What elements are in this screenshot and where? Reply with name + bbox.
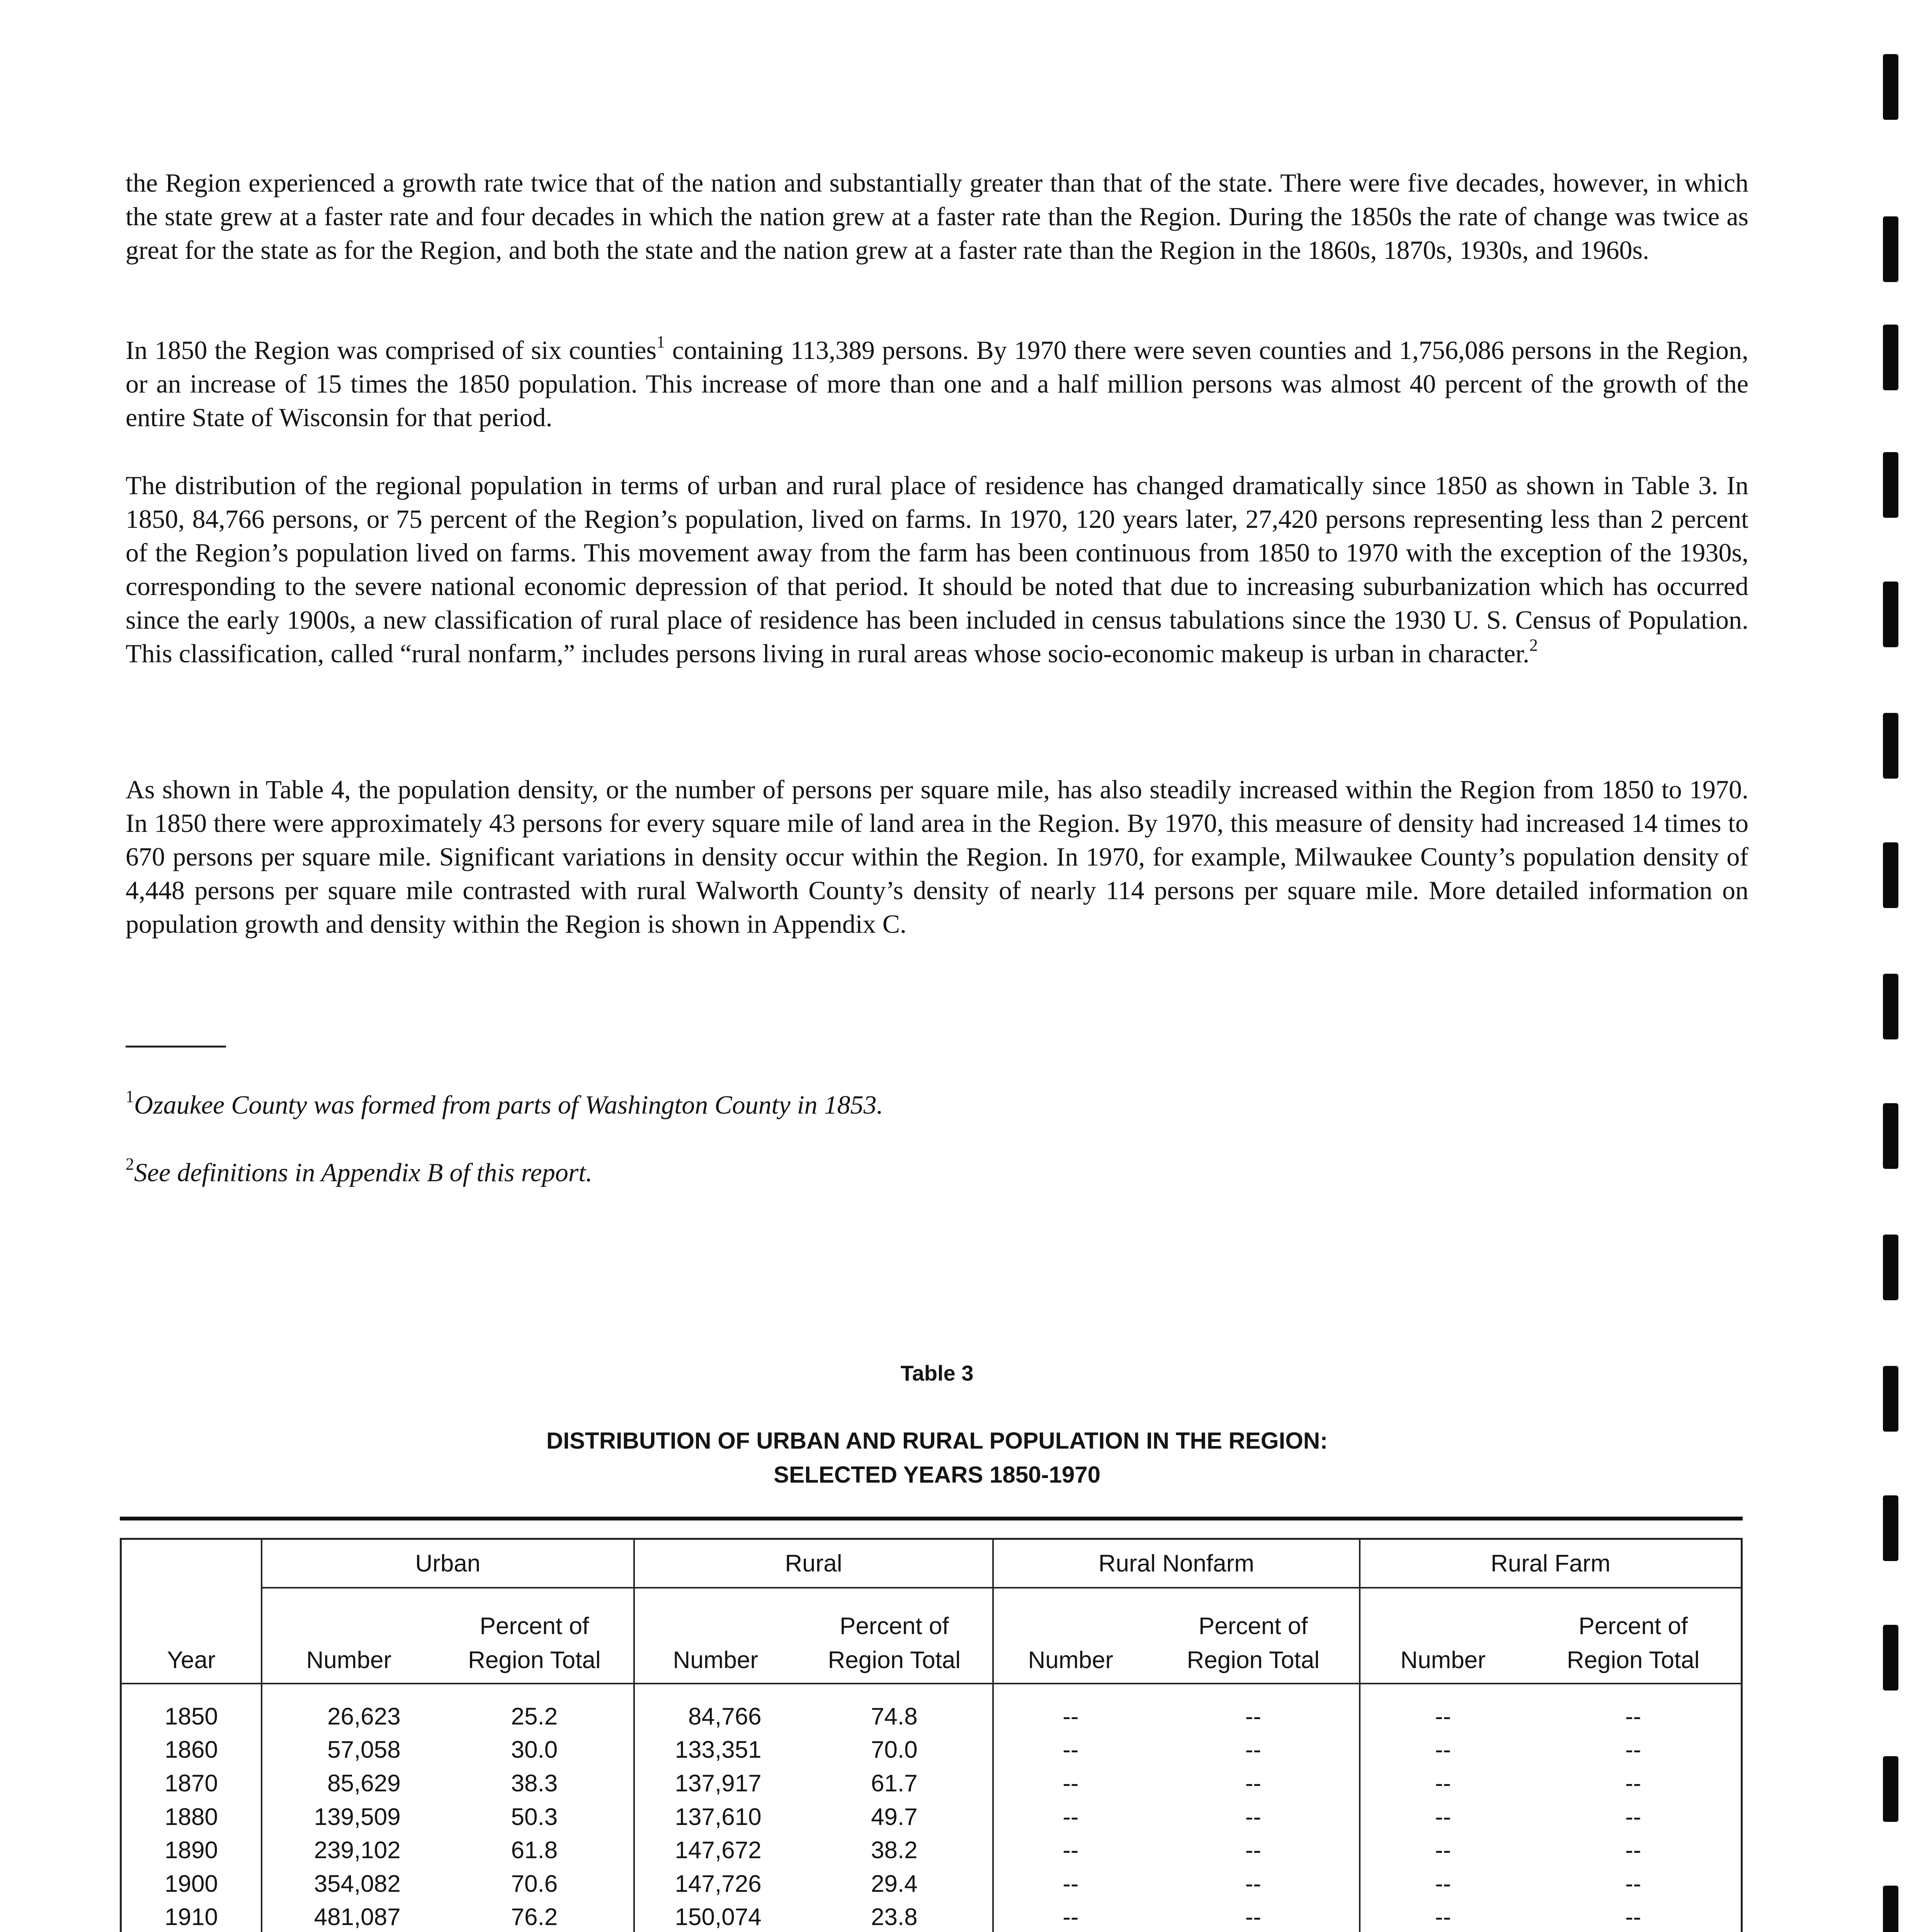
rural-header: Rural [634,1539,993,1588]
binding-mark [1883,1103,1898,1169]
number-column-header: Number [262,1588,435,1684]
percent-header-line-1: Percent of [480,1613,589,1639]
footnote-1-text: Ozaukee County was formed from parts of Washington County in 1853. [134,1090,883,1119]
year-cell [121,1833,262,1867]
nonfarm-pct-cell: -- [1245,1736,1261,1764]
percent-header-line-1: Percent of [839,1613,949,1639]
binding-mark [1883,974,1898,1039]
footnote-1 [126,1087,1748,1120]
percent-header-line-2: Region Total [828,1647,961,1673]
table-sub-header-row [121,1588,1742,1684]
table-row [121,1800,1742,1834]
farm-pct-cell: -- [1625,1803,1641,1830]
percent-header-line-1: Percent of [1578,1613,1688,1639]
percent-header-line-2: Region Total [1187,1647,1320,1673]
percent-column-header [1526,1588,1742,1684]
binding-mark [1883,1235,1898,1300]
year-value: 1850 [165,1703,218,1730]
urban-header: Urban [262,1539,634,1588]
year-value: 1880 [165,1803,218,1830]
percent-column-header [796,1588,993,1684]
binding-mark [1883,582,1898,647]
table-row [121,1684,1742,1733]
farm-num-cell: -- [1360,1867,1526,1901]
percent-header-line-1: Percent of [1198,1613,1308,1639]
nonfarm-num-cell: -- [993,1684,1148,1733]
binding-mark [1883,842,1898,908]
paragraph-2 [126,333,1748,434]
urban-pct-cell: 50.3 [511,1803,558,1830]
paragraph-2-body: 1,756,086 persons in the Region, or an increase of 15 times the 1850 population. This increase of more than one and a half million persons was almost 40 percent of the growth of the entire State of Wisconsin for that period. [126,335,1748,432]
rural-pct-cell: 49.7 [871,1803,918,1830]
table-body [121,1684,1742,1932]
farm-num-cell: -- [1360,1800,1526,1834]
nonfarm-pct-cell: -- [1245,1770,1261,1797]
rural-num-cell: 150,074 [634,1901,796,1932]
year-cell [121,1800,262,1834]
nonfarm-num-cell: -- [993,1833,1148,1867]
table-title-line-1: DISTRIBUTION OF URBAN AND RURAL POPULATION IN THE REGION: [546,1428,1328,1454]
farm-num-cell: -- [1360,1833,1526,1867]
binding-mark [1883,325,1898,390]
rural-num-cell: 84,766 [634,1684,796,1733]
year-value: 1900 [165,1870,218,1897]
table-row [121,1901,1742,1932]
rural-pct-cell: 61.7 [871,1770,918,1797]
urban-pct-cell: 30.0 [511,1736,558,1764]
rural-num-cell: 137,610 [634,1800,796,1834]
rural-nonfarm-header: Rural Nonfarm [993,1539,1360,1588]
binding-mark [1883,1366,1898,1432]
rural-pct-cell: 23.8 [871,1904,918,1931]
number-column-header: Number [1360,1588,1526,1684]
rural-num-cell: 137,917 [634,1767,796,1800]
nonfarm-pct-cell: -- [1245,1904,1261,1931]
urban-pct-cell: 25.2 [511,1703,558,1730]
urban-pct-cell: 70.6 [511,1870,558,1897]
year-cell [121,1684,262,1733]
farm-num-cell: -- [1360,1767,1526,1800]
year-cell [121,1767,262,1800]
rural-pct-cell: 29.4 [871,1870,918,1897]
year-value: 1860 [165,1736,218,1764]
farm-pct-cell: -- [1625,1904,1641,1931]
farm-pct-cell: -- [1625,1736,1641,1764]
footnote-2 [126,1157,1748,1188]
number-column-header: Number [634,1588,796,1684]
farm-num-cell: -- [1360,1901,1526,1932]
urban-num-cell: 139,509 [262,1800,435,1834]
percent-header-line-2: Region Total [468,1647,601,1673]
binding-mark [1883,1495,1898,1561]
year-cell [121,1733,262,1767]
table-row [121,1867,1742,1901]
urban-num-cell: 239,102 [262,1833,435,1867]
year-cell [121,1901,262,1932]
footnote-ref-2: 2 [1529,636,1538,655]
rural-farm-header: Rural Farm [1360,1539,1742,1588]
binding-mark [1883,216,1898,282]
population-table [120,1538,1743,1932]
farm-num-cell: -- [1360,1684,1526,1733]
urban-num-cell: 85,629 [262,1767,435,1800]
nonfarm-pct-cell: -- [1245,1803,1261,1830]
rural-pct-cell: 70.0 [871,1736,918,1764]
footnote-2-text: See definitions in Appendix B of this report. [134,1158,593,1187]
nonfarm-num-cell: -- [993,1733,1148,1767]
farm-pct-cell: -- [1625,1703,1641,1730]
footnote-2-mark: 2 [126,1155,134,1173]
urban-pct-cell: 38.3 [511,1770,558,1797]
nonfarm-pct-cell: -- [1245,1870,1261,1897]
footnote-divider [126,1046,226,1048]
percent-column-header [435,1588,634,1684]
urban-num-cell: 26,623 [262,1684,435,1733]
farm-pct-cell: -- [1625,1770,1641,1797]
percent-header-line-2: Region Total [1566,1647,1700,1673]
table-title-line-2: SELECTED YEARS 1850-1970 [774,1462,1100,1488]
table-row [121,1767,1742,1800]
binding-mark [1883,713,1898,779]
farm-pct-cell: -- [1625,1870,1641,1897]
binding-mark [1883,1625,1898,1690]
table-label: Table 3 [900,1361,974,1385]
urban-num-cell: 354,082 [262,1867,435,1901]
nonfarm-num-cell: -- [993,1767,1148,1800]
nonfarm-num-cell: -- [993,1867,1148,1901]
percent-column-header [1148,1588,1360,1684]
footnote-ref-1: 1 [656,332,665,351]
urban-num-cell: 57,058 [262,1733,435,1767]
paragraph-3 [126,469,1748,670]
year-cell [121,1867,262,1901]
paragraph-2-lead-rest: containing 113,389 persons. By 1970 there were seven counties and [665,335,1392,365]
binding-mark [1883,54,1898,120]
year-value: 1890 [165,1837,218,1864]
paragraph-1: the Region experienced a growth rate twice that of the nation and substantially greater than that of the state. There were five decades, however, in which the state grew at a faster rate and four decades in which the nation grew at a faster rate than the Region. During the 1850s the rate of change was twice as great for the state as for the Region, and both the state and the nation grew at a faster rate than the Region in the 1860s, 1870s, 1930s, and 1960s. [126,168,1748,265]
nonfarm-num-cell: -- [993,1800,1148,1834]
table-top-rule [120,1517,1743,1520]
nonfarm-pct-cell: -- [1245,1837,1261,1864]
paragraph-4: As shown in Table 4, the population density, or the number of persons per square mile, has also steadily increased within the Region from 1850 to 1970. In 1850 there were approximately 43 persons for every square mile of land area in the Region. By 1970, this measure of density had increased 14 times to 670 persons per square mile. Significant variations in density occur within the Region. In 1970, for example, Milwaukee County’s population density of 4,448 persons per square mile contrasted with rural Walworth County’s density of nearly 114 persons per square mile. More detailed information on population growth and density within the Region is shown in Appendix C. [126,775,1748,939]
year-header: Year [121,1539,262,1684]
year-value: 1910 [165,1904,218,1931]
urban-pct-cell: 76.2 [511,1904,558,1931]
urban-pct-cell: 61.8 [511,1837,558,1864]
year-value: 1870 [165,1770,218,1797]
nonfarm-pct-cell: -- [1245,1703,1261,1730]
footnote-1-mark: 1 [126,1087,134,1106]
rural-pct-cell: 38.2 [871,1837,918,1864]
table-row [121,1733,1742,1767]
paragraph-2-lead: In 1850 the Region was comprised of six counties [126,335,656,365]
nonfarm-num-cell: -- [993,1901,1148,1932]
farm-pct-cell: -- [1625,1837,1641,1864]
rural-pct-cell: 74.8 [871,1703,918,1730]
urban-num-cell: 481,087 [262,1901,435,1932]
paragraph-3-body: The distribution of the regional population in terms of urban and rural place of residence has changed dramatically since 1850 as shown in Table 3. In 1850, 84,766 persons, or 75 percent of the Region’s population, lived on farms. In 1970, 120 years later, 27,420 persons representing less than 2 percent of the Region’s population lived on farms. This movement away from the farm has been continuous from 1850 to 1970 with the exception of the 1930s, corresponding to the severe national economic depression of that period. It should be noted that due to increasing suburbanization which has occurred since the early 1900s, a new classification of rural place of residence has been included in census tabulations since the 1930 U. S. Census of Population. This classification, called “rural nonfarm,” includes persons living in rural areas whose socio-economic makeup is urban in character. [126,471,1748,668]
binding-mark [1883,1886,1898,1932]
number-column-header: Number [993,1588,1148,1684]
farm-num-cell: -- [1360,1733,1526,1767]
rural-num-cell: 147,726 [634,1867,796,1901]
rural-num-cell: 147,672 [634,1833,796,1867]
rural-num-cell: 133,351 [634,1733,796,1767]
table-row [121,1833,1742,1867]
table-group-header-row [121,1539,1742,1588]
binding-mark [1883,1756,1898,1822]
binding-mark [1883,452,1898,518]
